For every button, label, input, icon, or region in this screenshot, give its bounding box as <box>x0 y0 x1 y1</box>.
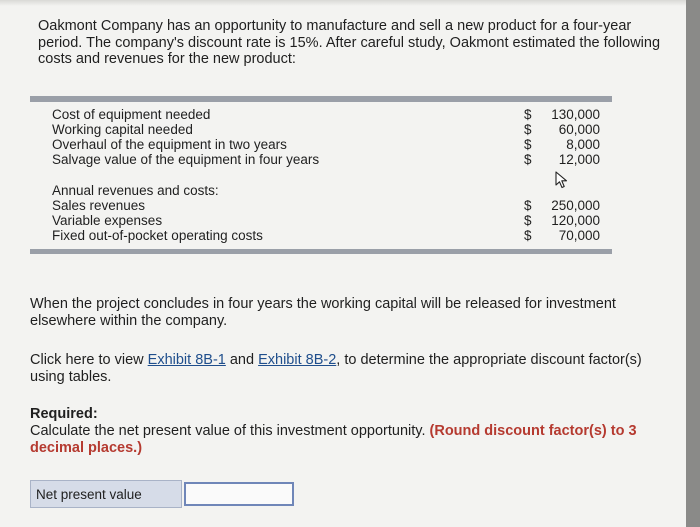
required-paragraph <box>30 406 660 457</box>
npv-answer-row <box>30 480 295 508</box>
exhibit-text-3: , to determine the appropriate discount factor(s) <box>336 352 642 368</box>
table-top-rule <box>30 96 612 102</box>
row-currency: $ <box>524 228 532 243</box>
required-text: Calculate the net present value of this investment opportunity. <box>30 423 430 439</box>
npv-input[interactable] <box>184 482 294 506</box>
row-currency: $ <box>524 107 532 122</box>
exhibit-paragraph <box>30 352 660 386</box>
row-label: Working capital needed <box>52 122 193 137</box>
row-currency: $ <box>524 122 532 137</box>
npv-label: Net present value <box>30 480 182 508</box>
table-bottom-rule <box>30 249 612 254</box>
release-line-1: When the project concludes in four years the working capital will be released for investment <box>30 296 616 312</box>
intro-line-2: period. The company's discount rate is 15%. After careful study, Oakmont estimated the following <box>38 34 661 51</box>
required-title: Required: <box>30 406 98 422</box>
row-currency: $ <box>524 137 532 152</box>
exhibit-8b-2-link[interactable]: Exhibit 8B-2 <box>258 352 337 368</box>
row-value: 130,000 <box>551 107 600 122</box>
rounding-note-cont: decimal places.) <box>30 440 143 456</box>
row-label: Salvage value of the equipment in four years <box>52 152 320 167</box>
row-currency: $ <box>524 213 532 228</box>
intro-line-1: Oakmont Company has an opportunity to manufacture and sell a new product for a four-year <box>38 18 632 34</box>
table-row <box>30 213 612 228</box>
table-row <box>30 198 612 213</box>
row-label: Overhaul of the equipment in two years <box>52 137 287 152</box>
exhibit-text-2: and <box>225 352 259 368</box>
table-row <box>30 152 612 167</box>
release-paragraph <box>30 296 660 330</box>
rounding-note: (Round discount factor(s) to 3 <box>429 423 637 439</box>
row-value: 60,000 <box>558 122 600 137</box>
exhibit-line-2: using tables. <box>30 369 112 385</box>
row-value: 120,000 <box>551 213 600 228</box>
row-label: Annual revenues and costs: <box>52 183 219 198</box>
table-row <box>30 122 612 137</box>
table-row <box>30 107 612 122</box>
top-shadow <box>0 0 700 6</box>
row-value: 8,000 <box>566 137 600 152</box>
row-currency: $ <box>524 198 532 213</box>
exhibit-8b-1-link[interactable]: Exhibit 8B-1 <box>147 352 226 368</box>
row-label: Cost of equipment needed <box>52 107 211 122</box>
row-value: 250,000 <box>551 198 600 213</box>
table-row <box>30 228 612 243</box>
intro-paragraph <box>38 18 668 68</box>
intro-line-3: costs and revenues for the new product: <box>38 51 296 67</box>
release-line-2: elsewhere within the company. <box>30 313 228 329</box>
right-edge-strip <box>686 0 700 527</box>
costs-revenues-table <box>30 96 612 258</box>
row-value: 70,000 <box>558 228 600 243</box>
row-label: Fixed out-of-pocket operating costs <box>52 228 263 243</box>
exhibit-text-1: Click here to view <box>30 352 148 368</box>
row-value: 12,000 <box>558 152 600 167</box>
row-currency: $ <box>524 152 532 167</box>
table-row <box>30 137 612 152</box>
row-label: Sales revenues <box>52 198 146 213</box>
row-label: Variable expenses <box>52 213 163 228</box>
table-row <box>30 183 612 198</box>
